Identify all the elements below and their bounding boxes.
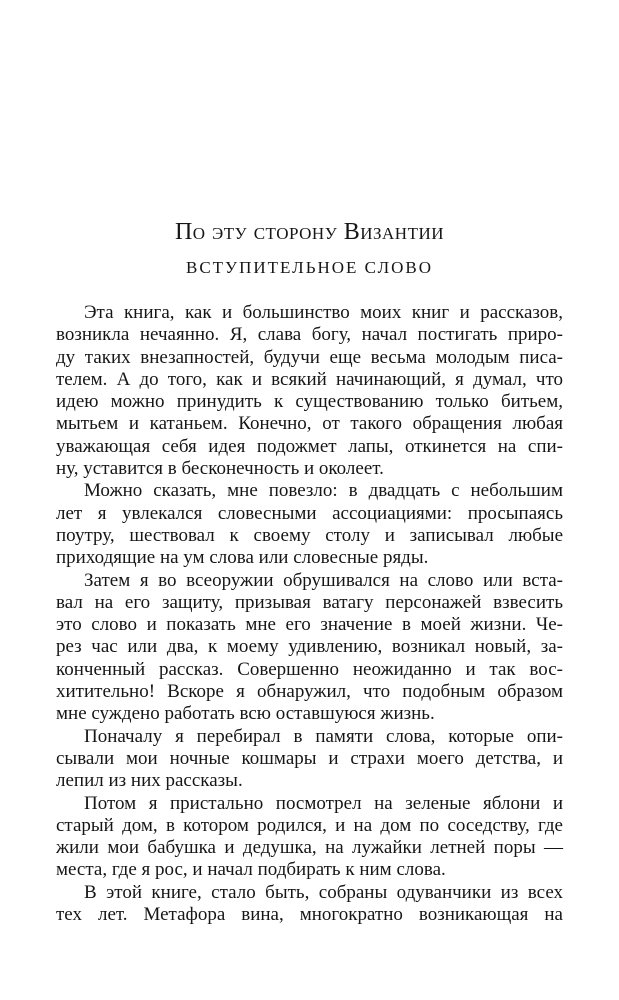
text-line: места, где я рос, и начал подбирать к ним слова. xyxy=(56,859,446,881)
text-line: сывали мои ночные кошмары и страхи моего детства, и xyxy=(56,747,563,769)
text-line: старый дом, в котором родился, и на дом по соседству, где xyxy=(56,814,563,836)
paragraph xyxy=(56,570,563,726)
text-line: телем. А до того, как и всякий начинающий, я думал, что xyxy=(56,368,563,390)
paragraph xyxy=(56,480,563,569)
text-line: Затем я во всеоружии обрушивался на слово или вста- xyxy=(84,569,563,591)
paragraph xyxy=(56,726,563,793)
text-line: возникла нечаянно. Я, слава богу, начал постигать приро- xyxy=(56,324,563,346)
paragraph xyxy=(56,882,563,927)
text-line: ду таких внезапностей, будучи еще весьма молодым писа- xyxy=(56,346,563,368)
text-line: поутру, шествовал к своему столу и записывал любые xyxy=(56,524,563,546)
text-line: жили мои бабушка и дедушка, на лужайки летней поры — xyxy=(56,837,563,859)
text-line: мытьем и катаньем. Конечно, от такого обращения любая xyxy=(56,413,563,435)
text-line: Эта книга, как и большинство моих книг и рассказов, xyxy=(84,302,563,323)
chapter-subtitle: ВСТУПИТЕЛЬНОЕ СЛОВО xyxy=(185,258,433,277)
text-line: лепил из них рассказы. xyxy=(56,770,243,792)
body-text xyxy=(56,302,563,926)
text-line: хитительно! Вскоре я обнаружил, что подобным образом xyxy=(56,681,563,703)
text-line: мне суждено работать всю оставшуюся жизнь. xyxy=(56,703,435,725)
text-line: приходящие на ум слова или словесные ряды. xyxy=(56,547,429,569)
text-line: Потом я пристально посмотрел на зеленые яблони и xyxy=(84,792,563,814)
text-line: Можно сказать, мне повезло: в двадцать с небольшим xyxy=(84,480,563,502)
text-line: ну, уставится в бесконечность и околеет. xyxy=(56,458,384,480)
text-line: идею можно принудить к существованию только битьем, xyxy=(56,391,563,413)
text-line: лет я увлекался словесными ассоциациями: просыпаясь xyxy=(56,502,563,524)
text-line: это слово и показать мне его значение в моей жизни. Че- xyxy=(56,614,563,636)
paragraph xyxy=(56,302,563,480)
text-line: Поначалу я перебирал в памяти слова, которые опи- xyxy=(84,725,563,747)
paragraph xyxy=(56,793,563,882)
text-line: вал на его защиту, призывая ватагу персонажей взвесить xyxy=(56,591,563,613)
text-line: тех лет. Метафора вина, многократно возникающая на xyxy=(56,904,563,926)
chapter-title: По эту сторону Византии xyxy=(174,219,445,245)
text-line: В этой книге, стало быть, собраны одуванчики из всех xyxy=(84,881,563,903)
page-content xyxy=(56,0,563,926)
text-line: уважающая себя идея подожмет лапы, откинется на спи- xyxy=(56,435,563,457)
text-line: конченный рассказ. Совершенно неожиданно и так вос- xyxy=(56,658,563,680)
text-line: рез час или два, к моему удивлению, возникал новый, за- xyxy=(56,636,563,658)
